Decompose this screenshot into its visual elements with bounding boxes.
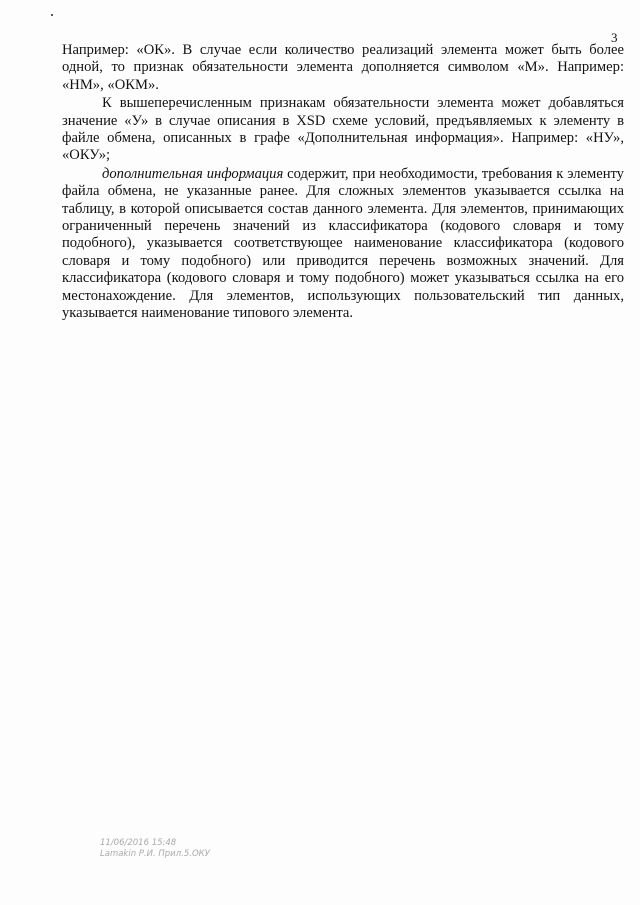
document-body [62, 42, 624, 323]
paragraph-additional-info-text: содержит, при необходимости, требования к элементу файла обмена, не указанные ранее. Для сложных элементов указывается ссылка на таблицу, в которой описывается состав данного элемента. Для элементов, принимающих ограниченный перечень значений из классификатора (кодового словаря и тому подобного), указывается соответствующее наименование классификатора (кодового словаря и тому подобного) или приводится перечень возможных значений. Для классификатора (кодового словаря и тому подобного) может указываться ссылка на его местонахождение. Для элементов, использующих пользовательский тип данных, указывается наименование типового элемента. [62, 165, 624, 322]
paragraph-additional-info [62, 166, 624, 323]
paragraph-example-ok: Например: «ОК». В случае если количество реализаций элемента может быть более одной, то признак обязательности элемента дополняется символом «М». Например: «НМ», «ОКМ». [62, 42, 624, 93]
page-number: 3 [611, 30, 618, 45]
footer-line-2: Lamakin Р.И. Прил.5.ОКУ [100, 848, 210, 859]
footer-line-1: 11/06/2016 15:48 [100, 838, 177, 848]
footer-stamp [100, 838, 210, 859]
scan-artifact-dot [51, 14, 53, 16]
term-additional-info: дополнительная информация [102, 165, 284, 182]
paragraph-u-suffix: К вышеперечисленным признакам обязательности элемента может добавляться значение «У» в случае описания в XSD схеме условий, предъявляемых к элементу в файле обмена, описанных в графе «Дополнительная информация». Например: «НУ», «ОКУ»; [62, 95, 624, 164]
